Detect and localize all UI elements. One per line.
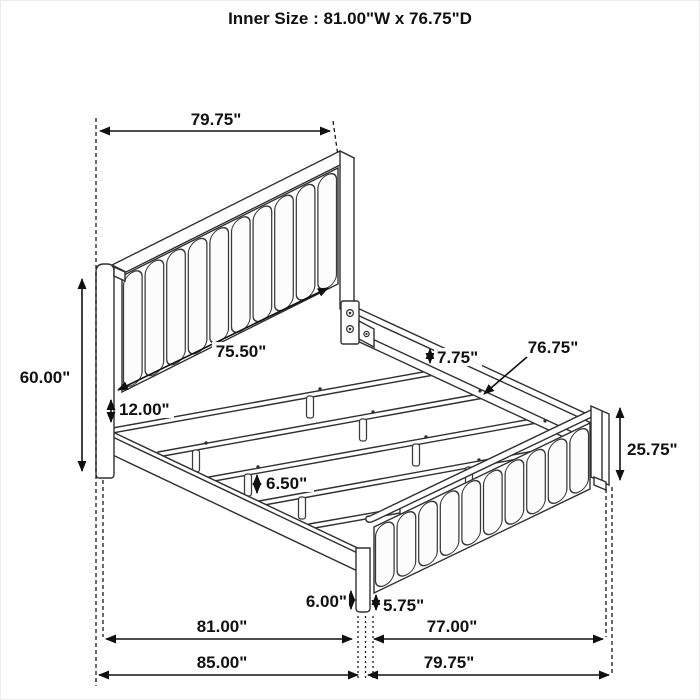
dim-footboard-gap: 5.75" bbox=[383, 596, 425, 615]
support-leg bbox=[193, 450, 200, 472]
dim-leg-height: 6.00" bbox=[305, 592, 347, 611]
dim-slat-leg-height: 6.50" bbox=[266, 474, 308, 493]
dim-panel-width: 75.50" bbox=[215, 342, 267, 361]
dim-overall-width: 85.00" bbox=[196, 653, 248, 672]
rail-bracket bbox=[341, 301, 374, 347]
dim-headboard-height: 60.00" bbox=[19, 368, 71, 387]
dim-footboard-height: 25.75" bbox=[627, 440, 678, 459]
page-title: Inner Size : 81.00"W x 76.75"D bbox=[228, 9, 472, 28]
support-leg bbox=[307, 396, 314, 418]
support-leg bbox=[413, 444, 420, 466]
support-leg bbox=[245, 474, 252, 496]
dim-footprint-depth: 77.00" bbox=[426, 617, 478, 636]
dim-rail-to-slat: 7.75" bbox=[437, 348, 479, 367]
footboard bbox=[356, 406, 609, 612]
dim-inner-width: 81.00" bbox=[196, 617, 248, 636]
support-leg bbox=[360, 419, 367, 441]
dim-rail-top-height: 12.00" bbox=[119, 400, 170, 419]
dim-headboard-width: 79.75" bbox=[190, 110, 242, 129]
front-side-rail bbox=[100, 426, 366, 575]
dim-inner-depth: 76.75" bbox=[527, 338, 579, 357]
dim-overall-depth: 79.75" bbox=[423, 653, 475, 672]
support-leg bbox=[299, 497, 306, 519]
